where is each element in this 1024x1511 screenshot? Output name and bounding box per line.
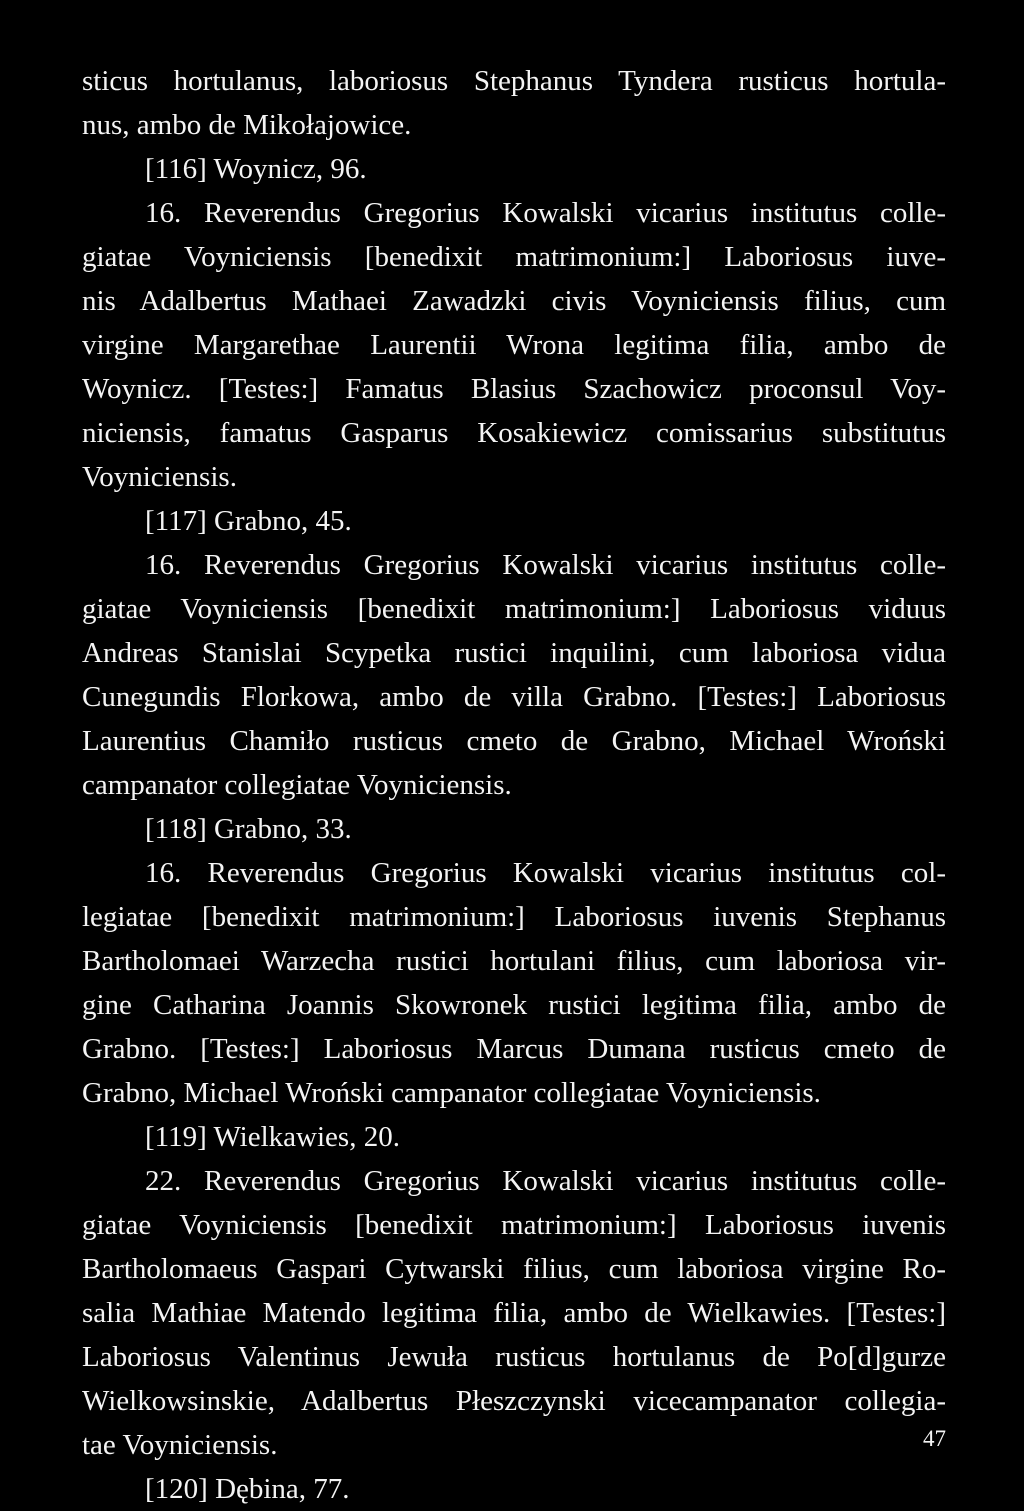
text-line: legiatae [benedixit matrimonium:] Laboriosus iuvenis Stephanus: [82, 901, 946, 933]
entry-heading: [116] Woynicz, 96.: [145, 153, 367, 185]
text-line: Andreas Stanislai Scypetka rustici inquilini, cum laboriosa vidua: [82, 637, 946, 669]
text-line: campanator collegiatae Voyniciensis.: [82, 769, 512, 801]
text-line: Laurentius Chamiło rusticus cmeto de Grabno, Michael Wroński: [82, 725, 946, 757]
text-line: sticus hortulanus, laboriosus Stephanus Tyndera rusticus hortula-: [82, 65, 946, 97]
text-line: Wielkowsinskie, Adalbertus Płeszczynski vicecampanator collegia-: [82, 1385, 946, 1417]
text-line: nis Adalbertus Mathaei Zawadzki civis Voyniciensis filius, cum: [82, 285, 946, 317]
entry-heading: [118] Grabno, 33.: [145, 813, 352, 845]
text-line: niciensis, famatus Gasparus Kosakiewicz comissarius substitutus: [82, 417, 946, 449]
text-line: Grabno, Michael Wroński campanator collegiatae Voyniciensis.: [82, 1077, 821, 1109]
text-line: Laboriosus Valentinus Jewuła rusticus hortulanus de Po[d]gurze: [82, 1341, 946, 1373]
text-line: 16. Reverendus Gregorius Kowalski vicarius institutus col-: [145, 857, 946, 889]
text-line: Cunegundis Florkowa, ambo de villa Grabno. [Testes:] Laboriosus: [82, 681, 946, 713]
text-line: giatae Voyniciensis [benedixit matrimonium:] Laboriosus viduus: [82, 593, 946, 625]
text-line: 16. Reverendus Gregorius Kowalski vicarius institutus colle-: [145, 549, 946, 581]
entry-heading: [119] Wielkawies, 20.: [145, 1121, 400, 1153]
text-line: salia Mathiae Matendo legitima filia, ambo de Wielkawies. [Testes:]: [82, 1297, 946, 1329]
text-line: Grabno. [Testes:] Laboriosus Marcus Dumana rusticus cmeto de: [82, 1033, 946, 1065]
text-line: Voyniciensis.: [82, 461, 237, 493]
text-line: virgine Margarethae Laurentii Wrona legitima filia, ambo de: [82, 329, 946, 361]
text-line: gine Catharina Joannis Skowronek rustici legitima filia, ambo de: [82, 989, 946, 1021]
entry-heading: [117] Grabno, 45.: [145, 505, 352, 537]
text-line: 22. Reverendus Gregorius Kowalski vicarius institutus colle-: [145, 1165, 946, 1197]
page-number: 47: [923, 1426, 946, 1451]
entry-heading: [120] Dębina, 77.: [145, 1473, 350, 1505]
text-line: Woynicz. [Testes:] Famatus Blasius Szachowicz proconsul Voy-: [82, 373, 946, 405]
text-line: tae Voyniciensis.: [82, 1429, 278, 1461]
text-line: giatae Voyniciensis [benedixit matrimonium:] Laboriosus iuve-: [82, 241, 946, 273]
text-line: Bartholomaei Warzecha rustici hortulani filius, cum laboriosa vir-: [82, 945, 946, 977]
text-line: 16. Reverendus Gregorius Kowalski vicarius institutus colle-: [145, 197, 946, 229]
text-line: giatae Voyniciensis [benedixit matrimonium:] Laboriosus iuvenis: [82, 1209, 946, 1241]
text-line: Bartholomaeus Gaspari Cytwarski filius, cum laboriosa virgine Ro-: [82, 1253, 946, 1285]
text-line: nus, ambo de Mikołajowice.: [82, 109, 412, 141]
